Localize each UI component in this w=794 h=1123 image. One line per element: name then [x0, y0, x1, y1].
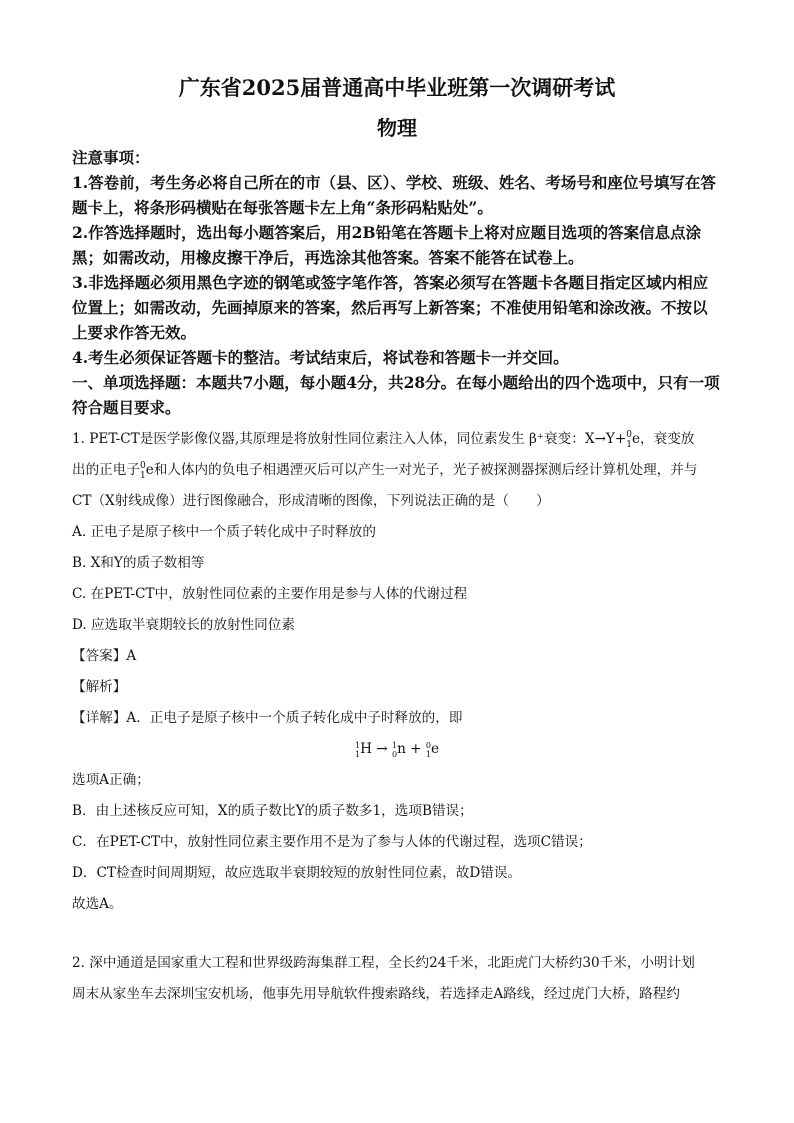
q1-stem-text: e，衰变放 — [631, 431, 695, 447]
q1-stem-line — [72, 455, 722, 486]
analysis-label: 【解析】 — [72, 679, 127, 695]
charge-number: 1 — [354, 749, 361, 759]
option-d: D. 应选取半衰期较长的放射性同位素 — [72, 617, 295, 633]
notice-item: 4.考生必须保证答题卡的整洁。考试结束后，将试卷和答题卡一并交回。 — [72, 348, 569, 367]
detail-text: 【详解】A．正电子是原子核中一个质子转化成中子时释放的，即 — [72, 710, 463, 726]
q2-line: 2. 深中通道是国家重大工程和世界级跨海集群工程，全长约24千米，北距虎门大桥约30千米，小明计划 — [72, 955, 695, 971]
q1-stem-line — [72, 424, 722, 455]
section-heading: 一、单项选择题：本题共7小题，每小题4分，共28分。在每小题给出的四个选项中，只有一项符合题目要求。 — [72, 373, 720, 417]
q1-stem-line: CT（X射线成像）进行图像融合，形成清晰的图像，下列说法正确的是（ ） — [72, 493, 550, 509]
subject-title: 物理 — [377, 116, 417, 140]
subscript: 1 — [139, 470, 146, 481]
explain-line: D．CT检查时间周期短，故应选取半衰期较短的放射性同位素，故D错误。 — [72, 865, 522, 881]
reaction-arrow: → — [376, 741, 388, 757]
explain-line: B．由上述核反应可知，X的质子数比Y的质子数多1，选项B错误； — [72, 803, 473, 819]
q2-line: 周末从家坐车去深圳宝安机场，他事先用导航软件搜索路线，若选择走A路线，经过虎门大桥，路程约 — [72, 986, 680, 1002]
notice-item: 2.作答选择题时，选出每小题答案后，用2B铅笔在答题卡上将对应题目选项的答案信息点涂黑；如需改动，用橡皮擦干净后，再选涂其他答案。答案不能答在试卷上。 — [72, 223, 702, 267]
notice-block — [72, 145, 722, 420]
option-b: B. X和Y的质子数相等 — [72, 555, 205, 571]
superscript: 0 — [139, 460, 146, 471]
explain-line: 故选A。 — [72, 896, 123, 912]
superscript: 0 — [626, 429, 632, 440]
notice-item: 3.非选择题必须用黑色字迹的钢笔或签字笔作答，答案必须写在答题卡各题目指定区域内相应位置上；如需改动，先画掉原来的答案，然后再写上新答案；不准使用铅笔和涂改液。不按以上要求作答无效。 — [72, 273, 709, 342]
notice-heading: 注意事项： — [72, 148, 150, 167]
notice-item: 1.答卷前，考生务必将自己所在的市（县、区）、学校、班级、姓名、考场号和座位号填写在答题卡上，将条形码横贴在每张答题卡左上角“条形码粘贴处”。 — [72, 173, 716, 217]
mass-number: 1 — [391, 740, 398, 750]
nuclear-equation — [72, 734, 722, 765]
element-symbol: H — [360, 741, 372, 757]
q1-stem-text: 出的正电子 — [72, 462, 140, 478]
answer-label: 【答案】A — [72, 648, 137, 664]
q1-stem-text: e和人体内的负电子相遇湮灭后可以产生一对光子，光子被探测器探测后经计算机处理，并与 — [145, 462, 698, 478]
question-2 — [72, 948, 722, 1010]
option-a: A. 正电子是原子核中一个质子转化成中子时释放的 — [72, 524, 376, 540]
exam-title: 广东省2025届普通高中毕业班第一次调研考试 — [178, 75, 616, 100]
option-c: C. 在PET-CT中，放射性同位素的主要作用是参与人体的代谢过程 — [72, 586, 468, 602]
question-1 — [72, 424, 722, 920]
q1-stem-text: 1. PET-CT是医学影像仪器,其原理是将放射性同位素注入人体，同位素发生 β⁺衰变：X→Y+ — [72, 431, 627, 447]
mass-number: 1 — [354, 740, 361, 750]
element-symbol: e — [430, 741, 440, 757]
charge-number: 0 — [391, 749, 398, 759]
explain-line: C．在PET-CT中，放射性同位素主要作用不是为了参与人体的代谢过程，选项C错误； — [72, 834, 592, 850]
explain-line: 选项A正确； — [72, 772, 150, 788]
charge-number: 1 — [425, 749, 431, 759]
element-symbol: n — [397, 741, 406, 757]
plus-sign: + — [410, 741, 422, 757]
mass-number: 0 — [425, 740, 431, 750]
subscript: 1 — [626, 439, 632, 450]
